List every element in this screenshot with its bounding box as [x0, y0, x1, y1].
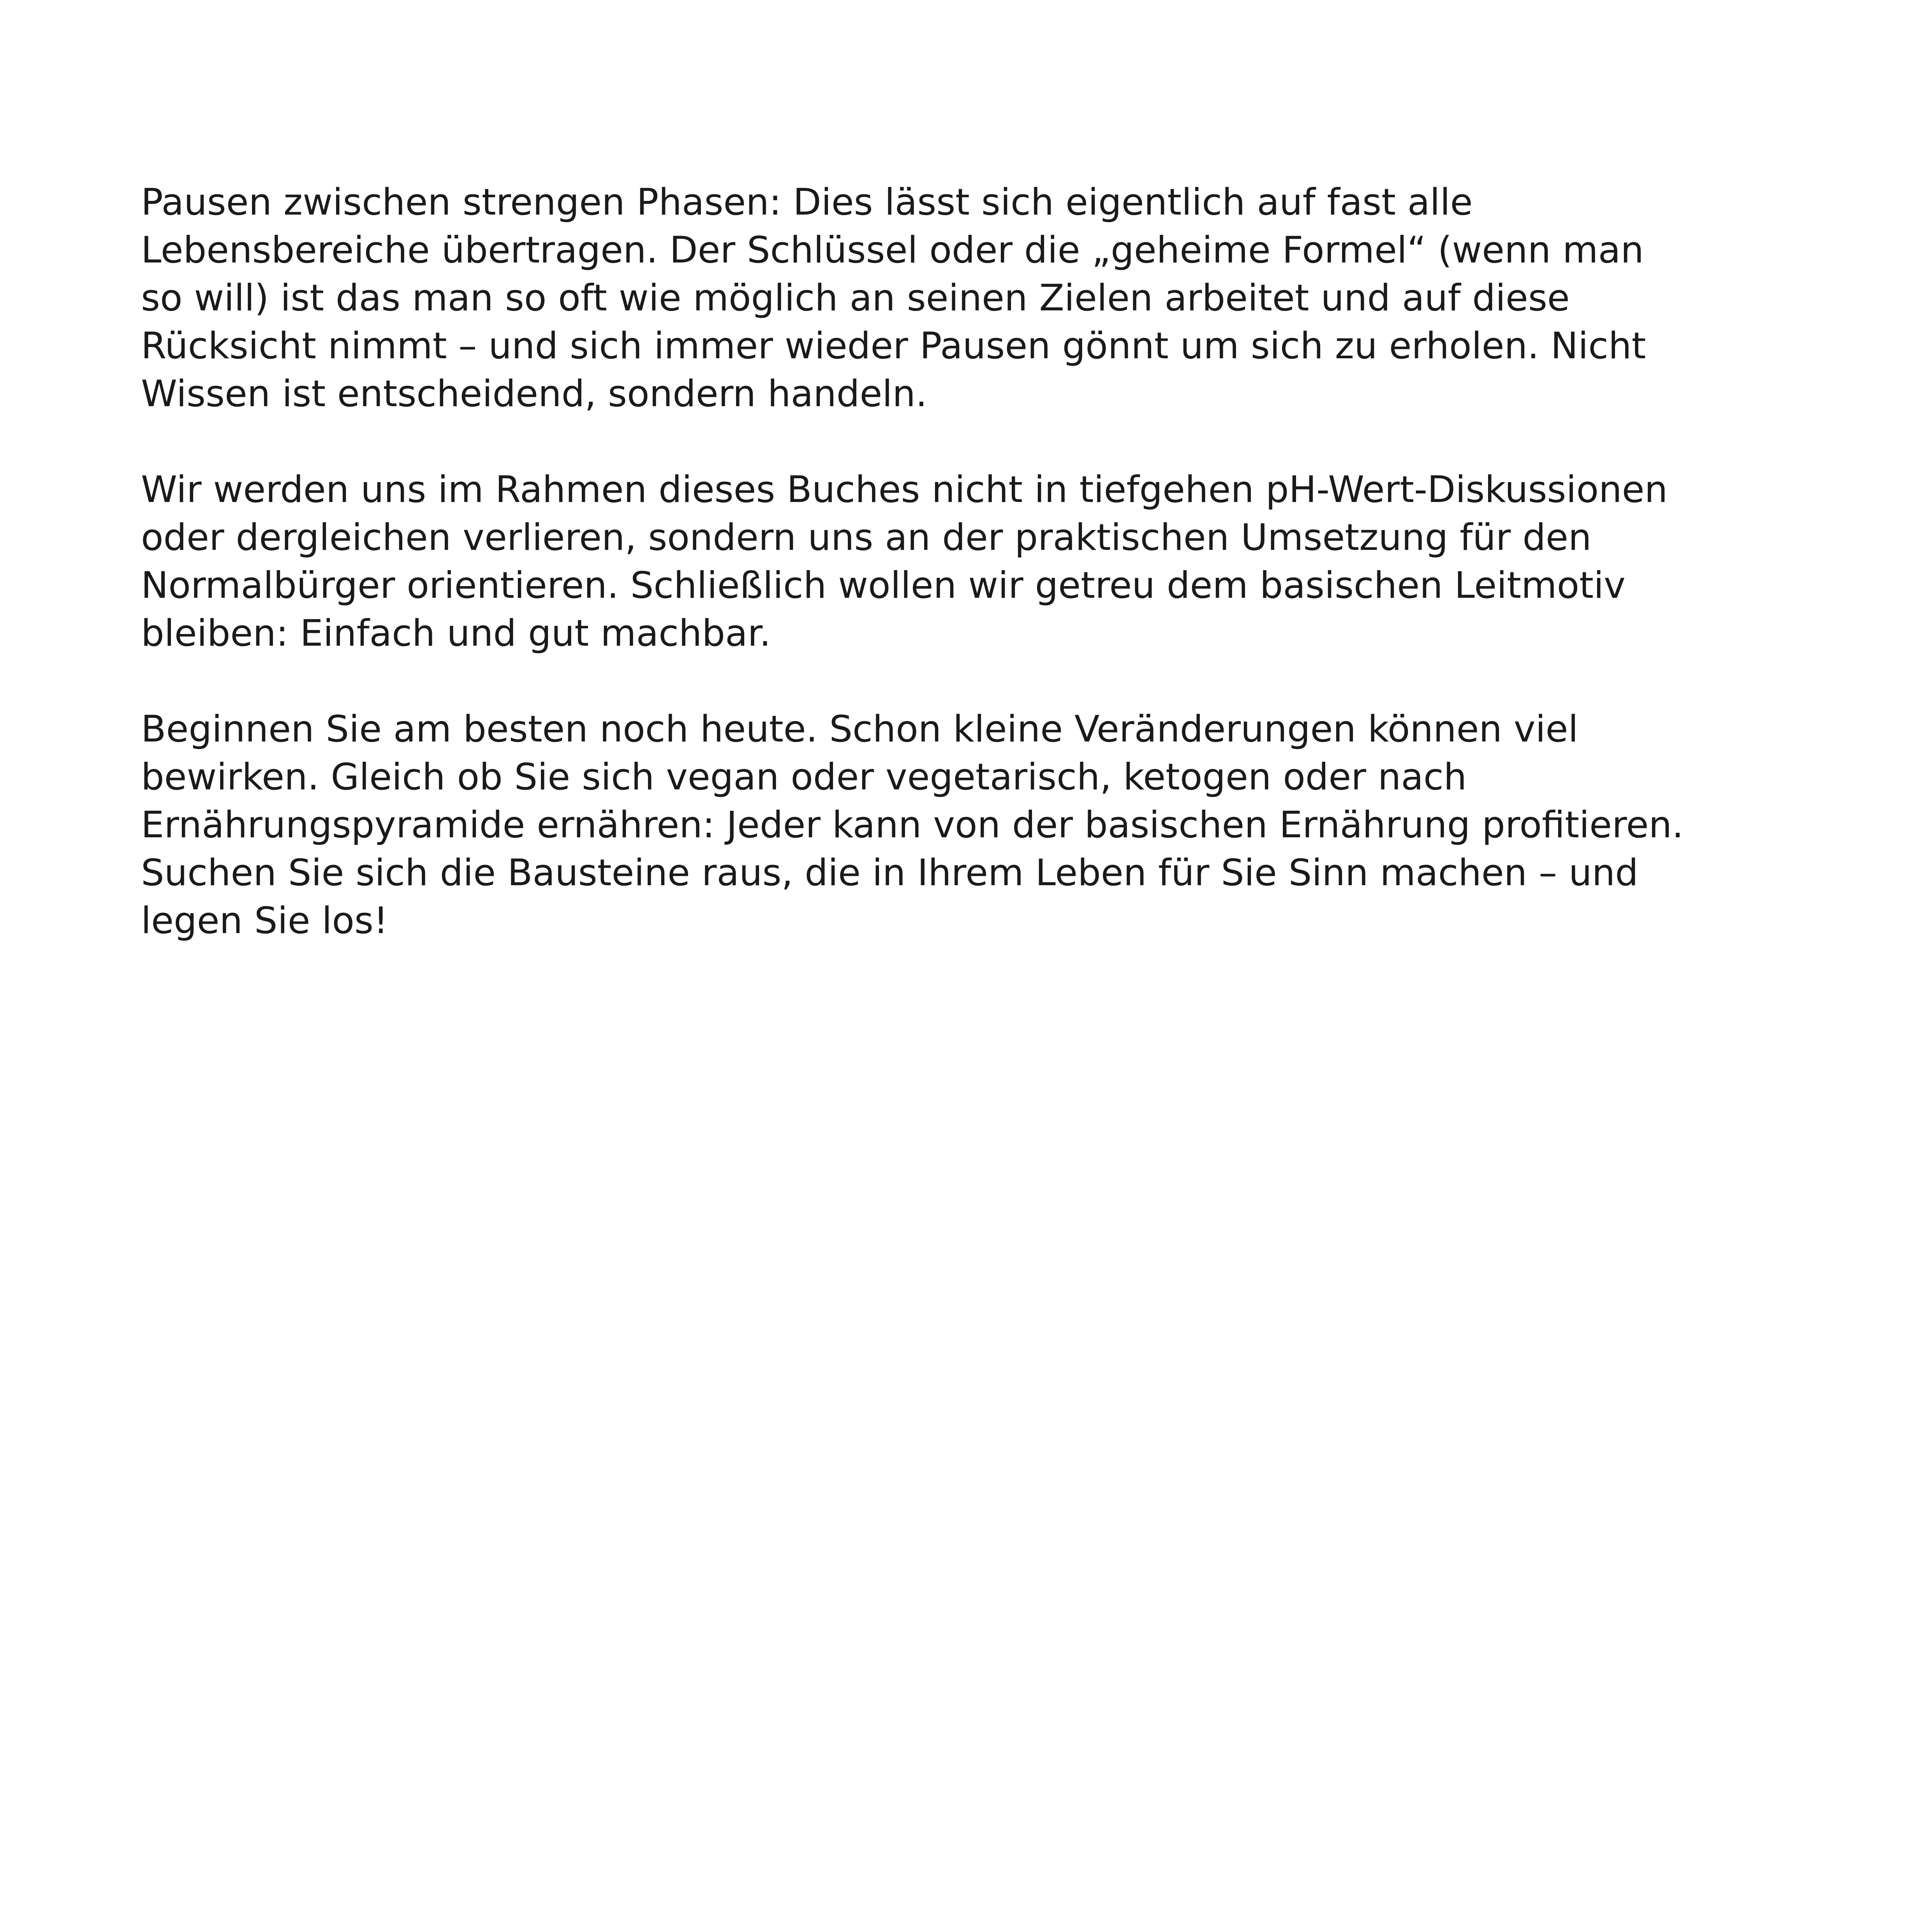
paragraph-2: [141, 466, 1816, 657]
text-line: legen Sie los!: [141, 900, 388, 942]
text-line: so will) ist das man so oft wie möglich an seinen Zielen arbeitet und auf diese: [141, 277, 1570, 319]
text-line: bleiben: Einfach und gut machbar.: [141, 612, 771, 655]
text-line: Normalbürger orientieren. Schließlich wollen wir getreu dem basischen Leitmotiv: [141, 564, 1626, 607]
text-line: Lebensbereiche übertragen. Der Schlüssel oder die „geheime Formel“ (wenn man: [141, 229, 1644, 271]
text-line: Wissen ist entscheidend, sondern handeln.: [141, 373, 927, 415]
text-line: oder dergleichen verlieren, sondern uns an der praktischen Umsetzung für den: [141, 516, 1592, 559]
text-line: Pausen zwischen strengen Phasen: Dies lässt sich eigentlich auf fast alle: [141, 181, 1473, 224]
text-line: Ernährungspyramide ernähren: Jeder kann von der basischen Ernährung profitieren.: [141, 804, 1684, 846]
body-text: [141, 178, 1816, 993]
paragraph-1: [141, 178, 1816, 418]
paragraph-3: [141, 705, 1816, 945]
text-line: Beginnen Sie am besten noch heute. Schon kleine Veränderungen können viel: [141, 708, 1578, 750]
text-line: Wir werden uns im Rahmen dieses Buches nicht in tiefgehen pH-Wert-Diskussionen: [141, 468, 1668, 511]
text-line: Suchen Sie sich die Bausteine raus, die in Ihrem Leben für Sie Sinn machen – und: [141, 852, 1638, 894]
text-line: bewirken. Gleich ob Sie sich vegan oder vegetarisch, ketogen oder nach: [141, 756, 1467, 798]
text-line: Rücksicht nimmt – und sich immer wieder Pausen gönnt um sich zu erholen. Nicht: [141, 325, 1646, 367]
